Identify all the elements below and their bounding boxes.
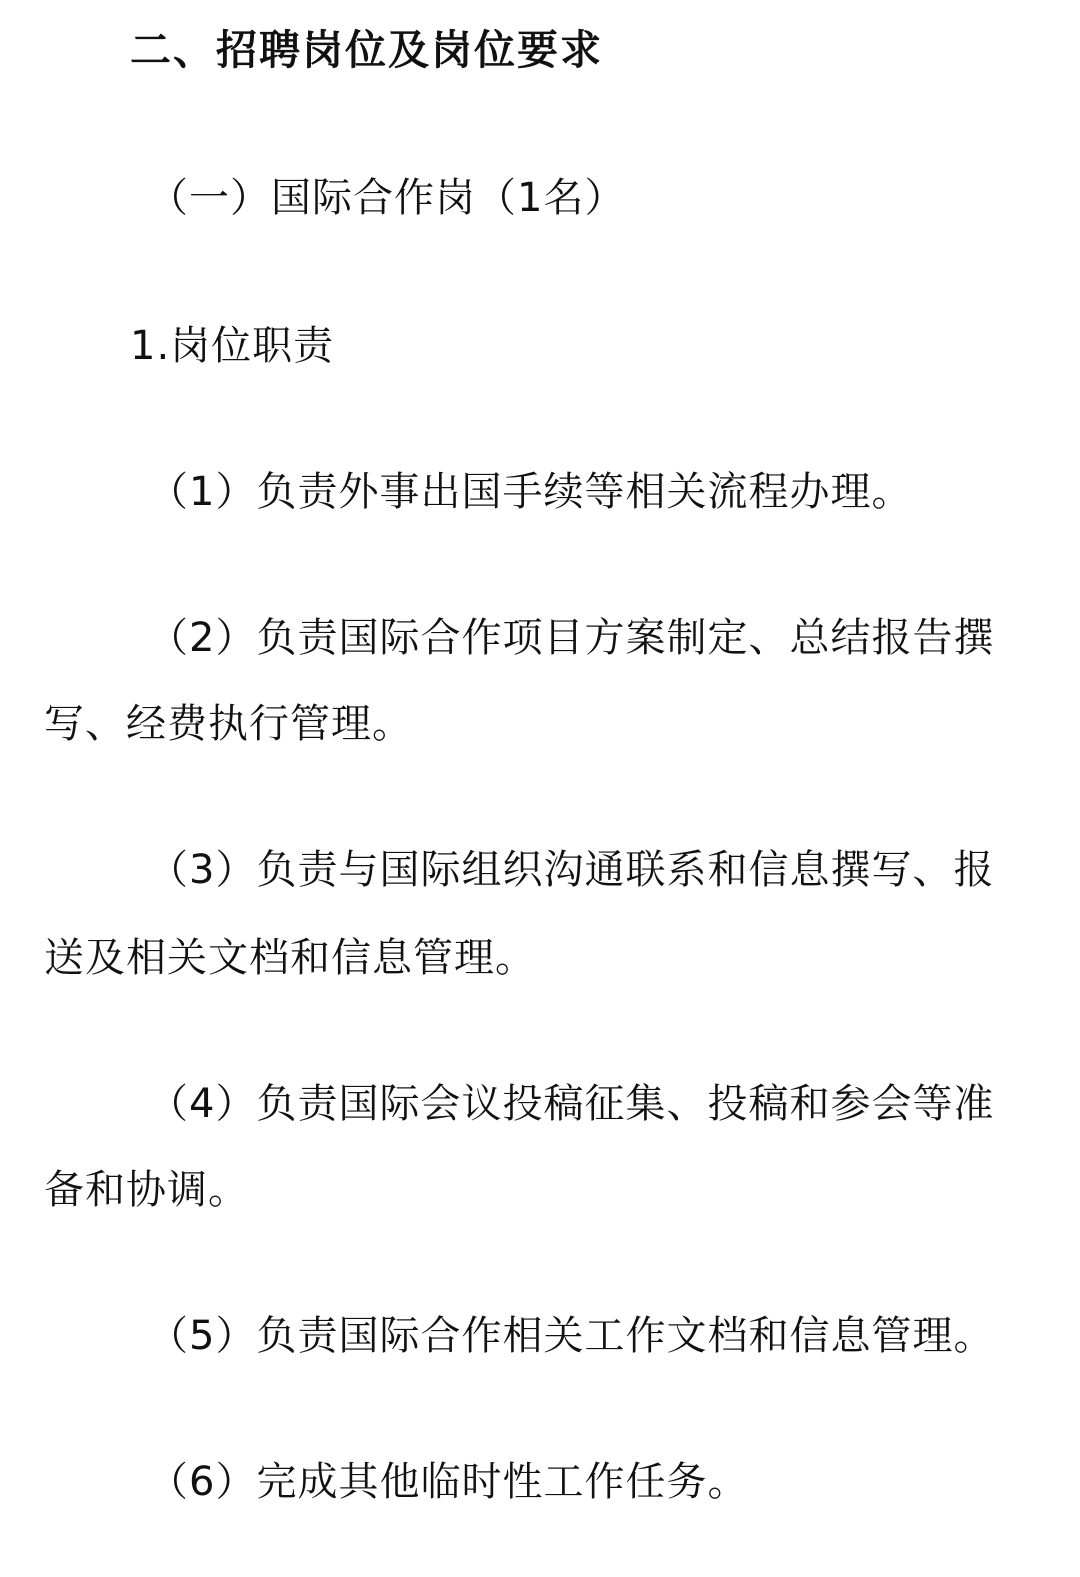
responsibility-item-2-line-1: （2）负责国际合作项目方案制定、总结报告撰 [148,615,995,661]
responsibility-item-4-line-1: （4）负责国际会议投稿征集、投稿和参会等准 [148,1081,995,1127]
section-heading: 二、招聘岗位及岗位要求 [130,26,603,74]
responsibility-item-2-line-2: 写、经费执行管理。 [44,701,413,747]
responsibility-item-5: （5）负责国际合作相关工作文档和信息管理。 [148,1313,995,1359]
responsibility-item-1: （1）负责外事出国手续等相关流程办理。 [148,469,913,515]
position-heading: （一）国际合作岗（1名） [148,175,626,221]
responsibility-item-3-line-1: （3）负责与国际组织沟通联系和信息撰写、报 [148,847,995,893]
responsibility-item-4-line-2: 备和协调。 [44,1167,249,1213]
responsibility-item-3-line-2: 送及相关文档和信息管理。 [44,935,536,981]
responsibility-item-6: （6）完成其他临时性工作任务。 [148,1459,749,1505]
responsibilities-heading: 1.岗位职责 [130,323,335,369]
